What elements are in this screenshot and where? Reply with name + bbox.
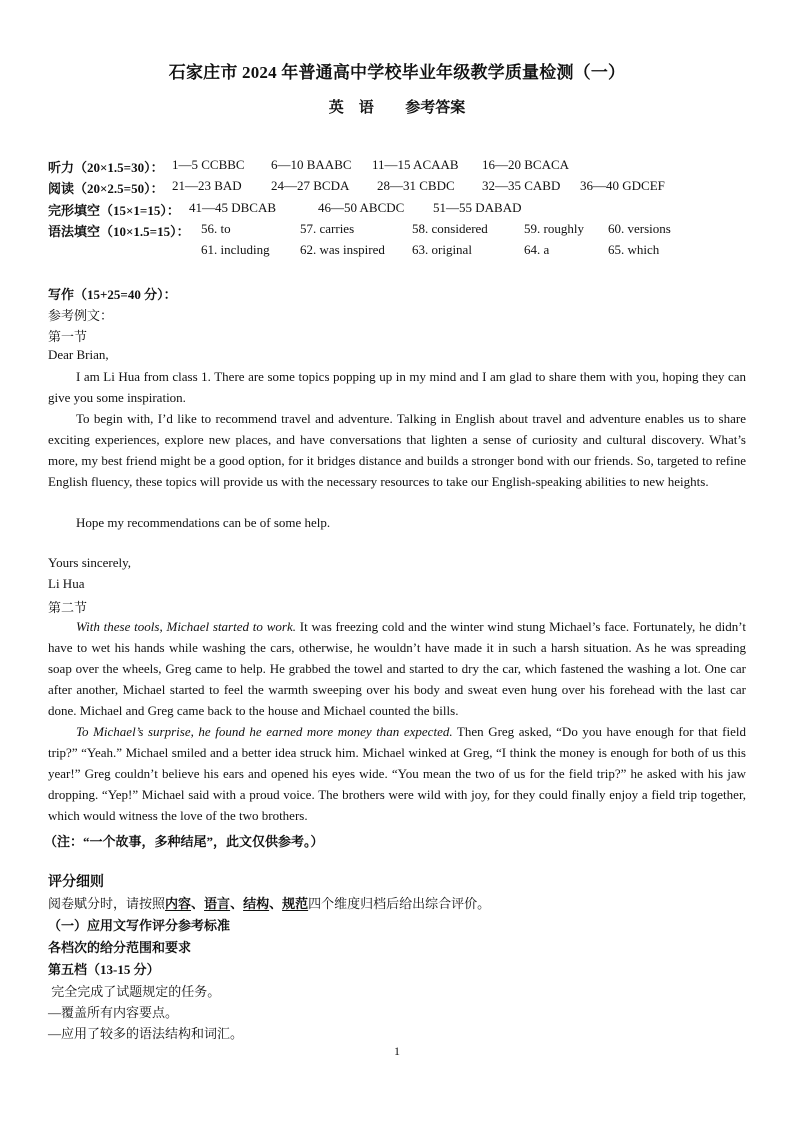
writing-heading: 写作（15+25=40 分）： <box>48 287 177 302</box>
section-two-label: 第二节 <box>48 600 88 615</box>
standard-heading: （一）应用文写作评分参考标准 <box>48 918 231 933</box>
answer-group: 28—31 CBDC <box>377 178 455 193</box>
grammar-label: 语法填空（10×1.5=15）： <box>48 224 190 239</box>
answer-group: 6—10 BAABC <box>271 157 352 172</box>
reading-row <box>48 178 164 197</box>
listening-row <box>48 157 164 176</box>
answer-group: 41—45 DBCAB <box>189 200 277 215</box>
writing-note: （注：“一个故事，多种结尾”，此文仅供参考。） <box>44 834 324 849</box>
grammar-answer: 57. carries <box>300 221 355 236</box>
answer-group: 36—40 GDCEF <box>580 178 665 193</box>
story-lead-sentence: To Michael’s surprise, he found he earned more money than expected. <box>76 724 453 739</box>
letter-paragraph: Hope my recommendations can be of some help. <box>76 515 331 530</box>
grammar-answer: 63. original <box>412 242 472 257</box>
answer-group: 21—23 BAD <box>172 178 242 193</box>
answer-group: 1—5 CCBBC <box>172 157 245 172</box>
page-number: 1 <box>394 1044 400 1058</box>
letter-paragraph: To begin with, I’d like to recommend travel and adventure. Talking in English about travel and adventure enables us to share exciting experiences, explore new places, and have conversations that lighten a sense of curiosity and cultural discovery. What’s more, my best friend might be a good option, for it bridges distance and builds a stronger bond with our friends. So, targeted to refine English fluency, these topics will provide us with the necessary resources to take our English-speaking abilities to new heights. <box>48 411 746 489</box>
answer-group: 51—55 DABAD <box>433 200 522 215</box>
sample-label: 参考例文： <box>48 308 114 323</box>
letter-closing: Yours sincerely, <box>48 555 132 570</box>
answer-group: 24—27 BCDA <box>271 178 350 193</box>
level-five-item: —覆盖所有内容要点。 <box>48 1005 179 1020</box>
letter-paragraph: I am Li Hua from class 1. There are some topics popping up in my mind and I am glad to share them with you, hoping they can give you some inspiration. <box>48 369 746 405</box>
answer-key-label: 参考答案 <box>405 100 466 116</box>
grammar-answer: 64. a <box>524 242 550 257</box>
dimension-structure: 结构 <box>243 896 270 911</box>
story-text: It was freezing cold and the winter wind stung Michael’s face. Fortunately, he didn’t have to wet his hands while washing the cars, otherwise, he wouldn’t have made it in such a harsh situation. As he was spreading soap over the wheels, Greg came to help. He grabbed the towel and started to dry the car, which fastened the washing a lot. One car after another, Michael started to feel the warmth sweeping over his body and sweat even hung over his forehead with the last car done. Michael and Greg came back to the house and Michael counted the bills. <box>48 619 746 718</box>
listening-label: 听力（20×1.5=30）： <box>48 160 164 175</box>
story-text: Then Greg asked, “Do you have enough for that field trip?” “Yeah.” Michael smiled and a better idea struck him. Michael winked at Greg, “I think the money is enough for both of us this year!” Greg couldn’t believe his ears and opened his eyes wide. “You mean the two of us for the field trip?” he asked with his jaw dropping. “Yep!” Michael said with a proud voice. The brothers were wild with joy, for they could finally enjoy a field trip together, which would witness the love of the two brothers. <box>48 724 746 823</box>
dimension-content: 内容 <box>165 896 192 911</box>
grammar-answer: 56. to <box>201 221 231 236</box>
grammar-row <box>48 221 190 240</box>
letter-greeting: Dear Brian, <box>48 347 109 362</box>
story-paragraph <box>48 721 746 826</box>
answer-group: 32—35 CABD <box>482 178 561 193</box>
grammar-answer: 65. which <box>608 242 660 257</box>
grammar-answer: 62. was inspired <box>300 242 385 257</box>
level-five-item: 完全完成了试题规定的任务。 <box>48 984 221 999</box>
answer-group: 11—15 ACAAB <box>372 157 459 172</box>
page-title: 石家庄市 2024 年普通高中学校毕业年级教学质量检测（一） <box>168 63 626 82</box>
answer-group: 46—50 ABCDC <box>318 200 405 215</box>
cloze-label: 完形填空（15×1=15）： <box>48 203 180 218</box>
scoring-intro: 阅卷赋分时，请按照内容、语言、结构、规范四个维度归档后给出综合评价。 <box>48 896 491 911</box>
dimension-norms: 规范 <box>282 896 309 911</box>
grammar-answer: 58. considered <box>412 221 488 236</box>
level-five-item: —应用了较多的语法结构和词汇。 <box>48 1026 244 1041</box>
subject-label: 英 语 <box>328 100 374 116</box>
page-subtitle <box>0 96 794 117</box>
letter-signature: Li Hua <box>48 576 85 591</box>
story-paragraph <box>48 616 746 721</box>
story-lead-sentence: With these tools, Michael started to work. <box>76 619 296 634</box>
scoring-heading: 评分细则 <box>48 875 104 890</box>
level-five-heading: 第五档（13-15 分） <box>48 962 160 977</box>
grammar-answer: 59. roughly <box>524 221 584 236</box>
reading-label: 阅读（20×2.5=50）： <box>48 181 164 196</box>
levels-heading: 各档次的给分范围和要求 <box>48 940 192 955</box>
cloze-row <box>48 200 180 219</box>
dimension-language: 语言 <box>204 896 231 911</box>
grammar-answer: 61. including <box>201 242 270 257</box>
grammar-answer: 60. versions <box>608 221 671 236</box>
section-one-label: 第一节 <box>48 329 88 344</box>
answer-group: 16—20 BCACA <box>482 157 570 172</box>
